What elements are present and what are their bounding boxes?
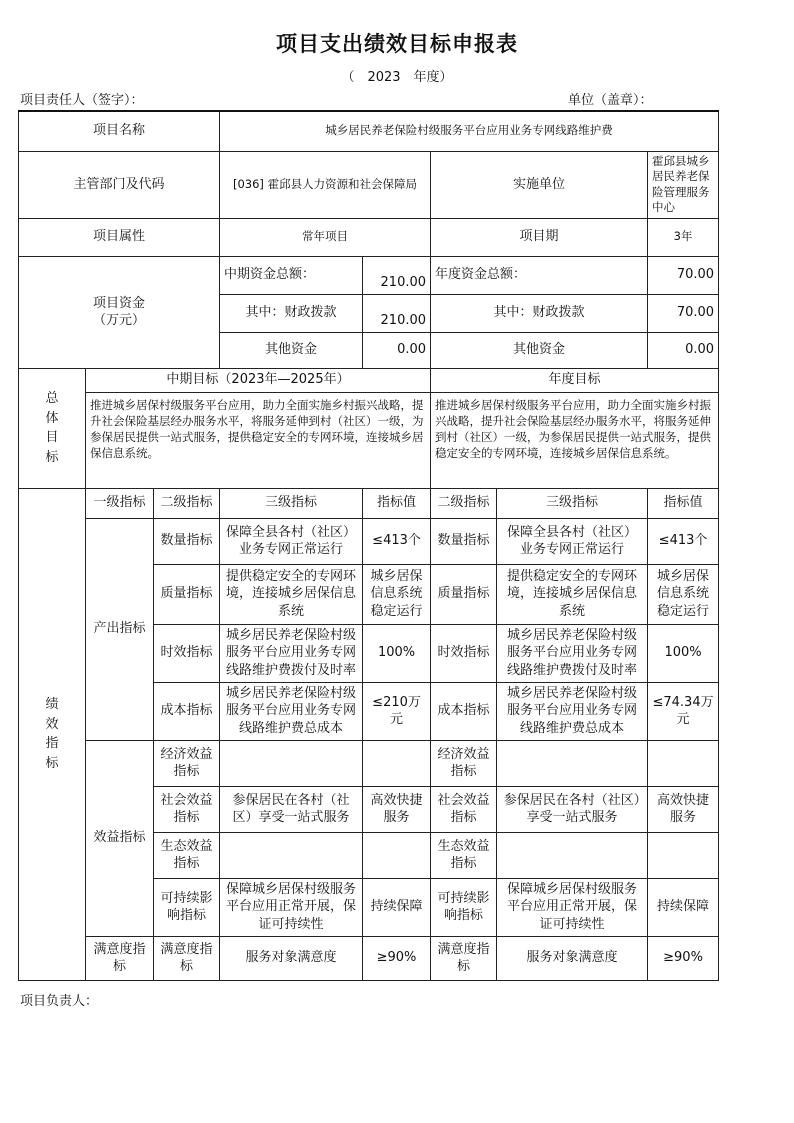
output-label: 产出指标: [86, 518, 154, 740]
table-row-value-year: 持续保障: [648, 878, 719, 936]
table-row-l2-year: 时效指标: [431, 624, 497, 682]
period-value: 3年: [648, 218, 719, 256]
table-row-l3-year: 参保居民在各村（社区）享受一站式服务: [497, 786, 648, 832]
attr-value: 常年项目: [220, 218, 431, 256]
table-row-value: [363, 832, 431, 878]
h-level2-year: 二级指标: [431, 488, 497, 518]
table-row-l3: 保障全县各村（社区）业务专网正常运行: [220, 518, 363, 564]
table-row-value: [363, 740, 431, 786]
table-row-l3: 城乡居民养老保险村级服务平台应用业务专网线路维护费拨付及时率: [220, 624, 363, 682]
table-row-l2: 生态效益指标: [154, 832, 220, 878]
table-row-l3: [220, 740, 363, 786]
dept-value: [036] 霍邱县人力资源和社会保障局: [220, 151, 431, 218]
mid-other-value: 0.00: [363, 332, 431, 368]
table-row-l3-year: [497, 740, 648, 786]
year-fiscal-value: 70.00: [648, 294, 719, 332]
table-row-value: 100%: [363, 624, 431, 682]
leader-label: 项目负责人：: [20, 994, 99, 1009]
table-row-value-year: 高效快捷服务: [648, 786, 719, 832]
table-row-value-year: 100%: [648, 624, 719, 682]
h-level2: 二级指标: [154, 488, 220, 518]
project-name: 城乡居民养老保险村级服务平台应用业务专网线路维护费: [220, 111, 719, 151]
table-row-value-year: ≥90%: [648, 936, 719, 980]
impl-value: 霍邱县城乡居民养老保险管理服务中心: [648, 151, 719, 218]
table-row-l3: 服务对象满意度: [220, 936, 363, 980]
table-row-l2-year: 质量指标: [431, 564, 497, 624]
responsible-label: 项目责任人（签字）：: [20, 93, 144, 108]
satisfaction-label: 满意度指标: [86, 936, 154, 980]
table-row-l3-year: [497, 832, 648, 878]
year-line: （ 2023 年度）: [341, 70, 453, 85]
year-other-label: 其他资金: [431, 332, 648, 368]
table-row-value-year: [648, 740, 719, 786]
table-row-l2-year: 经济效益指标: [431, 740, 497, 786]
table-row-l2: 经济效益指标: [154, 740, 220, 786]
unit-label: 单位（盖章）：: [568, 93, 653, 108]
table-row-value-year: ≤413个: [648, 518, 719, 564]
mid-fiscal-value: 210.00: [363, 294, 431, 332]
table-row-l2-year: 满意度指标: [431, 936, 497, 980]
year-other-value: 0.00: [648, 332, 719, 368]
overall-goal-label: 总体目标: [19, 368, 86, 488]
mid-other-label: 其他资金: [220, 332, 363, 368]
mid-total-value: 210.00: [363, 256, 431, 294]
table-row-l2: 社会效益指标: [154, 786, 220, 832]
mid-fiscal-label: 其中：财政拨款: [220, 294, 363, 332]
table-row-l3: 参保居民在各村（社区）享受一站式服务: [220, 786, 363, 832]
table-row-l3: 保障城乡居保村级服务平台应用正常开展，保证可持续性: [220, 878, 363, 936]
table-row-value-year: 城乡居保信息系统稳定运行: [648, 564, 719, 624]
table-row-value: ≥90%: [363, 936, 431, 980]
year-total-value: 70.00: [648, 256, 719, 294]
table-row-l2-year: 生态效益指标: [431, 832, 497, 878]
performance-table: [18, 110, 719, 981]
year-fiscal-label: 其中：财政拨款: [431, 294, 648, 332]
impl-label: 实施单位: [431, 151, 648, 218]
table-row-value: ≤210万元: [363, 682, 431, 740]
table-row-value: 高效快捷服务: [363, 786, 431, 832]
perf-side-label: 绩效指标: [19, 488, 86, 980]
table-row-l2: 时效指标: [154, 624, 220, 682]
mid-goal-header: 中期目标（2023年—2025年）: [86, 368, 431, 392]
table-row-l2: 数量指标: [154, 518, 220, 564]
table-row-l2: 满意度指标: [154, 936, 220, 980]
table-row-l2-year: 社会效益指标: [431, 786, 497, 832]
table-row-l2-year: 数量指标: [431, 518, 497, 564]
year-goal-text: 推进城乡居保村级服务平台应用，助力全面实施乡村振兴战略，提升社会保险基层经办服务水平，将服务延伸到村（社区）一级，为参保居民提供一站式服务，提供稳定安全的专网环境，连接城乡居保信息系统。: [431, 392, 719, 488]
table-row-l2-year: 可持续影响指标: [431, 878, 497, 936]
table-row-value: ≤413个: [363, 518, 431, 564]
mid-total-label: 中期资金总额：: [220, 256, 363, 294]
h-level1: 一级指标: [86, 488, 154, 518]
h-level3-year: 三级指标: [497, 488, 648, 518]
table-row-l3: [220, 832, 363, 878]
project-name-label: 项目名称: [19, 111, 220, 151]
year-goal-header: 年度目标: [431, 368, 719, 392]
page-title: 项目支出绩效目标申报表: [276, 32, 518, 56]
h-value: 指标值: [363, 488, 431, 518]
fund-label: 项目资金 （万元）: [19, 256, 220, 368]
benefit-label: 效益指标: [86, 740, 154, 936]
table-row-l2: 质量指标: [154, 564, 220, 624]
table-row-value-year: ≤74.34万元: [648, 682, 719, 740]
h-level3: 三级指标: [220, 488, 363, 518]
h-value-year: 指标值: [648, 488, 719, 518]
table-row-l2: 成本指标: [154, 682, 220, 740]
table-row-l3: 城乡居民养老保险村级服务平台应用业务专网线路维护费总成本: [220, 682, 363, 740]
table-row-l3-year: 城乡居民养老保险村级服务平台应用业务专网线路维护费总成本: [497, 682, 648, 740]
table-row-l3-year: 城乡居民养老保险村级服务平台应用业务专网线路维护费拨付及时率: [497, 624, 648, 682]
table-row-l2-year: 成本指标: [431, 682, 497, 740]
mid-goal-text: 推进城乡居保村级服务平台应用，助力全面实施乡村振兴战略，提升社会保险基层经办服务水平，将服务延伸到村（社区）一级，为参保居民提供一站式服务，提供稳定安全的专网环境，连接城乡居保信息系统。: [86, 392, 431, 488]
attr-label: 项目属性: [19, 218, 220, 256]
period-label: 项目期: [431, 218, 648, 256]
table-row-l2: 可持续影响指标: [154, 878, 220, 936]
table-row-l3-year: 保障城乡居保村级服务平台应用正常开展，保证可持续性: [497, 878, 648, 936]
year-total-label: 年度资金总额：: [431, 256, 648, 294]
table-row-l3-year: 服务对象满意度: [497, 936, 648, 980]
table-row-l3-year: 保障全县各村（社区）业务专网正常运行: [497, 518, 648, 564]
table-row-value: 持续保障: [363, 878, 431, 936]
table-row-value: 城乡居保信息系统稳定运行: [363, 564, 431, 624]
table-row-value-year: [648, 832, 719, 878]
table-row-l3-year: 提供稳定安全的专网环境，连接城乡居保信息系统: [497, 564, 648, 624]
dept-label: 主管部门及代码: [19, 151, 220, 218]
table-row-l3: 提供稳定安全的专网环境，连接城乡居保信息系统: [220, 564, 363, 624]
